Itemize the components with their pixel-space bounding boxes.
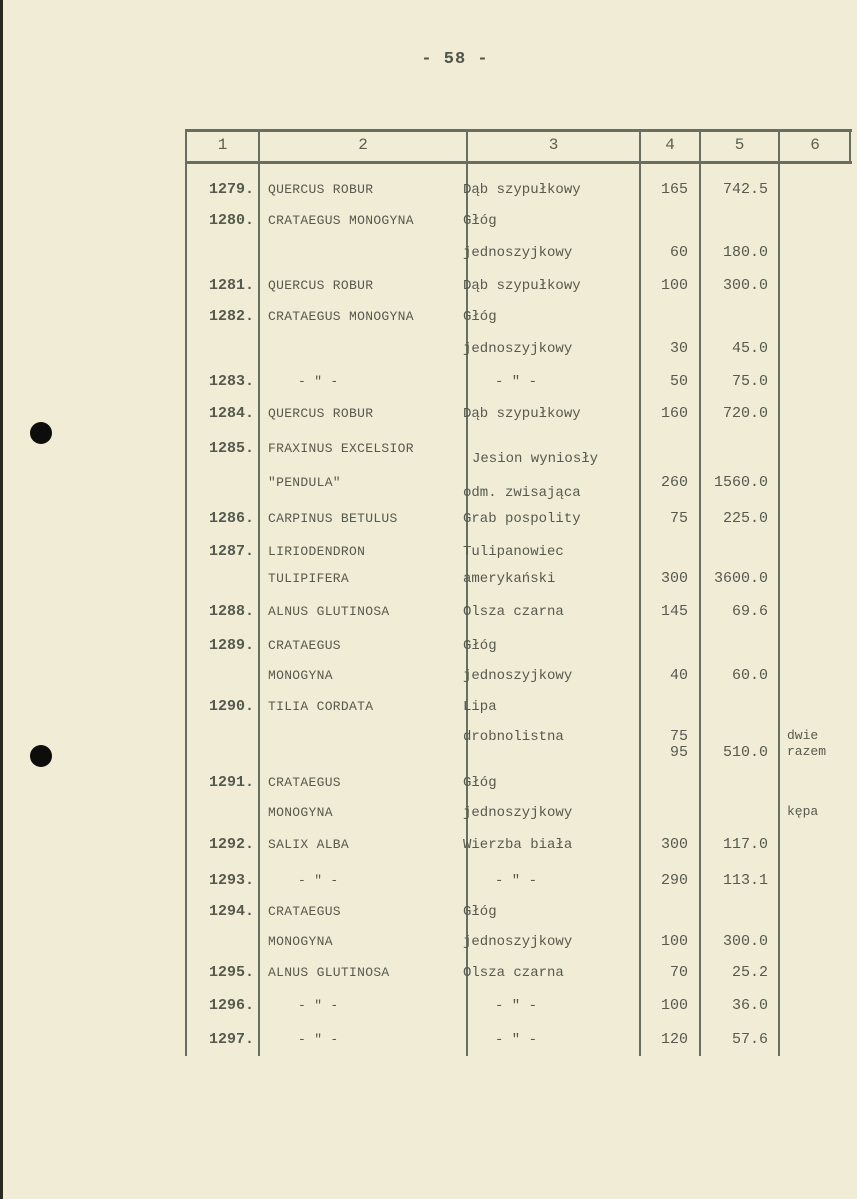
entry-number: 1290.: [208, 698, 254, 715]
entry-number: 1289.: [208, 637, 254, 654]
latin-name: MONOGYNA: [268, 805, 333, 820]
diameter-value: 290: [660, 872, 688, 889]
entry-number: 1281.: [208, 277, 254, 294]
polish-name: Głóg: [463, 775, 497, 791]
entry-number: 1293.: [208, 872, 254, 889]
value-amount: 300.0: [722, 933, 768, 950]
latin-name: CRATAEGUS MONOGYNA: [268, 213, 414, 228]
diameter-value: 145: [660, 603, 688, 620]
polish-name: Lipa: [463, 699, 497, 715]
diameter-value: 40: [669, 667, 688, 684]
polish-name: Olsza czarna: [463, 604, 564, 620]
polish-name: Olsza czarna: [463, 965, 564, 981]
latin-name: LIRIODENDRON: [268, 544, 366, 559]
entry-number: 1279.: [208, 181, 254, 198]
diameter-value: 100: [660, 277, 688, 294]
value-amount: 3600.0: [713, 570, 768, 587]
latin-name: CRATAEGUS MONOGYNA: [268, 309, 414, 324]
header-col-6: 6: [810, 136, 820, 154]
polish-name: Głóg: [463, 213, 497, 229]
diameter-value: 260: [660, 474, 688, 491]
polish-name: - " -: [495, 873, 538, 889]
entry-number: 1280.: [208, 212, 254, 229]
polish-name: drobnolistna: [463, 729, 564, 745]
diameter-value: 160: [660, 405, 688, 422]
latin-name: TILIA CORDATA: [268, 699, 374, 714]
polish-name: Jesion wyniosły: [472, 451, 599, 467]
diameter-value: 95: [669, 744, 688, 761]
polish-name: - " -: [495, 1032, 538, 1048]
polish-name: jednoszyjkowy: [463, 341, 573, 357]
diameter-value: 50: [669, 373, 688, 390]
latin-name: CRATAEGUS: [268, 904, 341, 919]
entry-number: 1285.: [208, 440, 254, 457]
latin-name: - " -: [298, 998, 339, 1013]
punch-hole-icon: [30, 745, 52, 767]
header-col-4: 4: [665, 136, 675, 154]
column-rule: [185, 129, 187, 1056]
latin-name: - " -: [298, 374, 339, 389]
diameter-value: 30: [669, 340, 688, 357]
diameter-value: 300: [660, 836, 688, 853]
latin-name: - " -: [298, 1032, 339, 1047]
header-col-5: 5: [734, 136, 745, 154]
entry-number: 1283.: [208, 373, 254, 390]
polish-name: Głóg: [463, 904, 497, 920]
value-amount: 45.0: [731, 340, 768, 357]
value-amount: 180.0: [722, 244, 768, 261]
remark: dwie: [787, 728, 819, 743]
value-amount: 300.0: [722, 277, 768, 294]
polish-name: Głóg: [463, 309, 497, 325]
page-number: - 58 -: [421, 50, 489, 69]
diameter-value: 75: [669, 510, 688, 527]
polish-name: jednoszyjkowy: [463, 934, 573, 950]
polish-name: odm. zwisająca: [463, 485, 581, 501]
latin-name: CRATAEGUS: [268, 775, 341, 790]
latin-name: QUERCUS ROBUR: [268, 182, 374, 197]
table-top-rule: [185, 129, 852, 132]
value-amount: 1560.0: [713, 474, 768, 491]
entry-number: 1282.: [208, 308, 254, 325]
latin-name: CRATAEGUS: [268, 638, 341, 653]
latin-name: CARPINUS BETULUS: [268, 511, 398, 526]
remark: kępa: [787, 804, 819, 819]
latin-name: QUERCUS ROBUR: [268, 278, 374, 293]
polish-name: amerykański: [463, 571, 556, 587]
column-rule: [699, 129, 701, 1056]
latin-name: "PENDULA": [268, 475, 341, 490]
latin-name: - " -: [298, 873, 339, 888]
polish-name: jednoszyjkowy: [463, 805, 573, 821]
entry-number: 1288.: [208, 603, 254, 620]
scan-edge: [0, 0, 3, 1199]
diameter-value: 120: [660, 1031, 688, 1048]
punch-hole-icon: [30, 422, 52, 444]
latin-name: ALNUS GLUTINOSA: [268, 604, 390, 619]
latin-name: MONOGYNA: [268, 934, 333, 949]
diameter-value: 165: [660, 181, 688, 198]
entry-number: 1297.: [208, 1031, 254, 1048]
entry-number: 1295.: [208, 964, 254, 981]
diameter-value: 100: [660, 997, 688, 1014]
value-amount: 720.0: [722, 405, 768, 422]
value-amount: 225.0: [722, 510, 768, 527]
diameter-value: 300: [660, 570, 688, 587]
polish-name: Wierzba biała: [463, 837, 573, 853]
entry-number: 1284.: [208, 405, 254, 422]
polish-name: Dąb szypułkowy: [463, 278, 581, 294]
polish-name: Dąb szypułkowy: [463, 182, 581, 198]
latin-name: QUERCUS ROBUR: [268, 406, 374, 421]
polish-name: Dąb szypułkowy: [463, 406, 581, 422]
value-amount: 117.0: [722, 836, 768, 853]
polish-name: jednoszyjkowy: [463, 668, 573, 684]
entry-number: 1287.: [208, 543, 254, 560]
value-amount: 25.2: [731, 964, 768, 981]
latin-name: MONOGYNA: [268, 668, 333, 683]
polish-name: Tulipanowiec: [463, 544, 564, 560]
value-amount: 742.5: [722, 181, 768, 198]
polish-name: - " -: [495, 998, 538, 1014]
header-bottom-rule: [185, 161, 852, 164]
value-amount: 60.0: [731, 667, 768, 684]
value-amount: 75.0: [731, 373, 768, 390]
entry-number: 1294.: [208, 903, 254, 920]
polish-name: jednoszyjkowy: [463, 245, 573, 261]
diameter-value: 70: [669, 964, 688, 981]
polish-name: - " -: [495, 374, 538, 390]
header-col-1: 1: [217, 136, 228, 154]
value-amount: 510.0: [722, 744, 768, 761]
polish-name: Grab pospolity: [463, 511, 581, 527]
value-amount: 36.0: [731, 997, 768, 1014]
column-rule: [639, 129, 641, 1056]
entry-number: 1291.: [208, 774, 254, 791]
latin-name: SALIX ALBA: [268, 837, 350, 852]
entry-number: 1296.: [208, 997, 254, 1014]
latin-name: TULIPIFERA: [268, 571, 350, 586]
diameter-value: 100: [660, 933, 688, 950]
entry-number: 1286.: [208, 510, 254, 527]
value-amount: 113.1: [722, 872, 768, 889]
remark: razem: [787, 744, 827, 759]
diameter-value: 60: [669, 244, 688, 261]
value-amount: 69.6: [731, 603, 768, 620]
column-rule: [778, 129, 780, 1056]
value-amount: 57.6: [731, 1031, 768, 1048]
latin-name: ALNUS GLUTINOSA: [268, 965, 390, 980]
entry-number: 1292.: [208, 836, 254, 853]
header-col-3: 3: [548, 136, 559, 154]
diameter-value: 75: [669, 728, 688, 745]
latin-name: FRAXINUS EXCELSIOR: [268, 441, 414, 456]
polish-name: Głóg: [463, 638, 497, 654]
column-rule: [258, 129, 260, 1056]
header-col-2: 2: [358, 136, 368, 154]
